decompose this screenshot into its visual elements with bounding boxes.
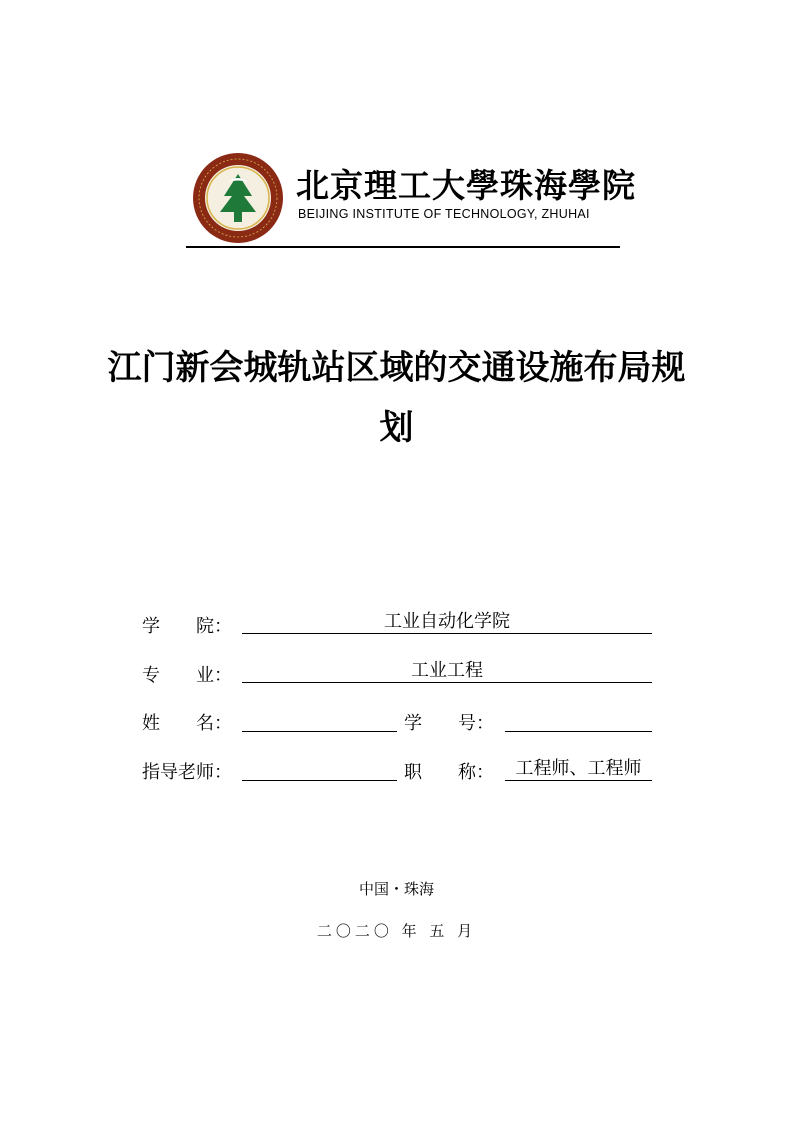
header-divider: [186, 246, 620, 248]
school-name-cn: 北京理工大學珠海學院: [296, 166, 636, 205]
thesis-title-line2: 划: [379, 408, 414, 448]
college-value: 工业自动化学院: [242, 611, 652, 634]
date: 二〇二〇 年 五 月: [316, 922, 477, 940]
student-id-label: 学 号：: [404, 713, 494, 734]
name-value: [242, 709, 397, 732]
thesis-title-line1: 江门新会城轨站区域的交通设施布局规: [107, 348, 686, 388]
advisor-value: [242, 758, 397, 781]
student-id-value: [505, 709, 652, 732]
name-label: 姓 名：: [142, 713, 232, 734]
advisor-label: 指导老师：: [142, 762, 232, 783]
major-label: 专 业：: [142, 665, 232, 686]
university-seal-icon: [192, 152, 284, 244]
school-name-en: BEIJING INSTITUTE OF TECHNOLOGY, ZHUHAI: [298, 207, 590, 221]
thesis-title: [80, 338, 713, 458]
college-label: 学 院：: [142, 616, 232, 637]
place: 中国・珠海: [358, 880, 434, 898]
major-value: 工业工程: [242, 660, 652, 683]
professional-title-label: 职 称：: [404, 762, 494, 783]
professional-title-value: 工程师、工程师: [505, 758, 652, 781]
